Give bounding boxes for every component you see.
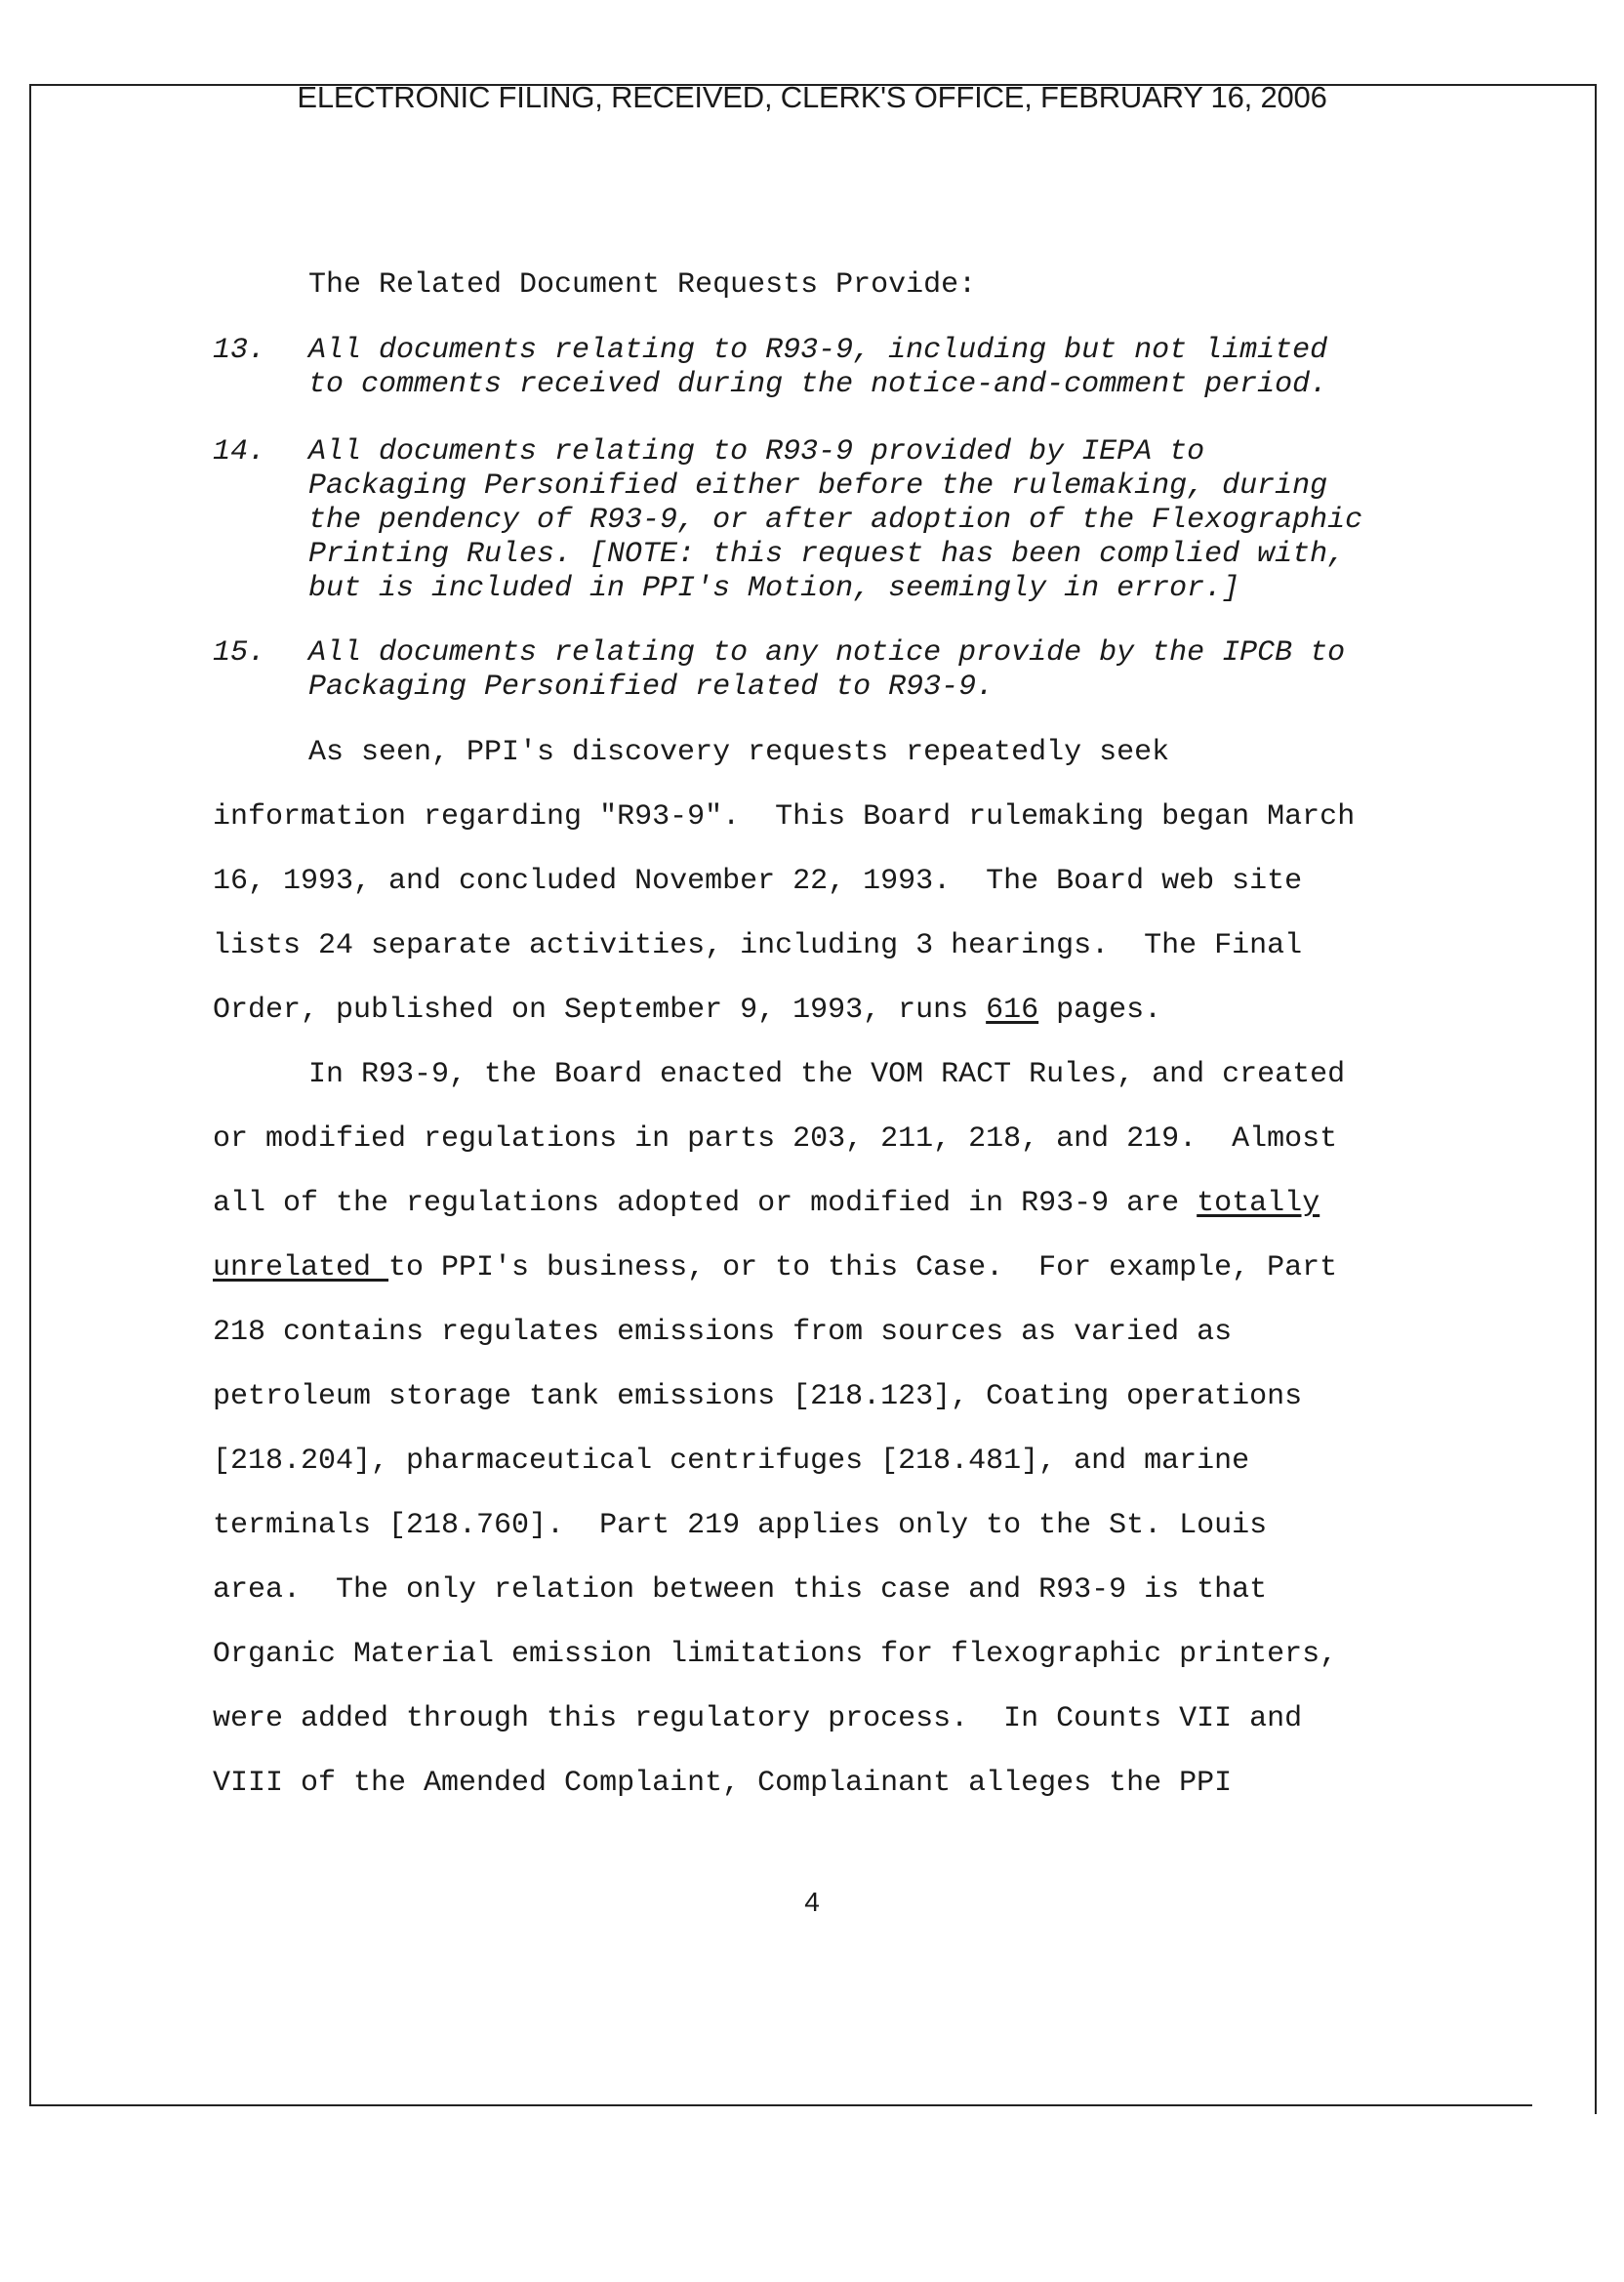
request-number: 14. bbox=[213, 435, 266, 469]
frame-right-line bbox=[1595, 84, 1597, 2114]
body-text-line: area. The only relation between this case and R93-9 is that bbox=[213, 1573, 1268, 1607]
body-text-line: In R93-9, the Board enacted the VOM RACT Rules, and created bbox=[308, 1058, 1346, 1091]
underlined-page-count: 616 bbox=[986, 994, 1039, 1027]
body-text-line: all of the regulations adopted or modified in R93-9 are totally bbox=[213, 1187, 1320, 1220]
body-text-line: VIII of the Amended Complaint, Complainant alleges the PPI bbox=[213, 1767, 1233, 1800]
body-text-line: terminals [218.760]. Part 219 applies only to the St. Louis bbox=[213, 1509, 1268, 1542]
request-text: All documents relating to R93-9, including but not limited to comments received during the notice-and-comment period. bbox=[308, 334, 1328, 401]
body-text-line: were added through this regulatory process. In Counts VII and bbox=[213, 1702, 1303, 1735]
body-text-line: petroleum storage tank emissions [218.123], Coating operations bbox=[213, 1380, 1303, 1413]
page-number: 4 bbox=[804, 1887, 820, 1917]
request-text: All documents relating to R93-9 provided by IEPA to Packaging Personified either before the rulemaking, during the pendency of R93-9, or after adoption of the Flexographic Printing Rules. [NOTE: this request has been complied with, but is included in PPI's Motion, seemingly in error.] bbox=[308, 435, 1363, 605]
body-text-line: or modified regulations in parts 203, 211, 218, and 219. Almost bbox=[213, 1122, 1338, 1156]
body-text-line: unrelated to PPI's business, or to this Case. For example, Part bbox=[213, 1251, 1338, 1284]
request-number: 15. bbox=[213, 636, 266, 670]
body-text-line: As seen, PPI's discovery requests repeatedly seek bbox=[308, 736, 1170, 769]
request-number: 13. bbox=[213, 334, 266, 367]
frame-left-line bbox=[29, 84, 31, 2104]
body-text-line: [218.204], pharmaceutical centrifuges [218.481], and marine bbox=[213, 1445, 1250, 1478]
body-text-line: 16, 1993, and concluded November 22, 1993. The Board web site bbox=[213, 865, 1303, 898]
body-text-line: 218 contains regulates emissions from sources as varied as bbox=[213, 1316, 1233, 1349]
frame-bottom-line bbox=[29, 2104, 1532, 2106]
body-text-line: Order, published on September 9, 1993, runs 616 pages. bbox=[213, 994, 1162, 1027]
body-text-line: lists 24 separate activities, including 3 hearings. The Final bbox=[213, 929, 1303, 962]
underlined-emphasis: totally bbox=[1197, 1187, 1320, 1220]
filing-stamp-header: ELECTRONIC FILING, RECEIVED, CLERK'S OFFICE, FEBRUARY 16, 2006 bbox=[297, 80, 1327, 114]
intro-line: The Related Document Requests Provide: bbox=[308, 268, 977, 302]
body-text-line: information regarding "R93-9". This Board rulemaking began March bbox=[213, 800, 1356, 834]
request-text: All documents relating to any notice provide by the IPCB to Packaging Personified related to R93-9. bbox=[308, 636, 1346, 704]
body-text-line: Organic Material emission limitations for flexographic printers, bbox=[213, 1638, 1338, 1671]
underlined-emphasis: unrelated bbox=[213, 1251, 389, 1284]
